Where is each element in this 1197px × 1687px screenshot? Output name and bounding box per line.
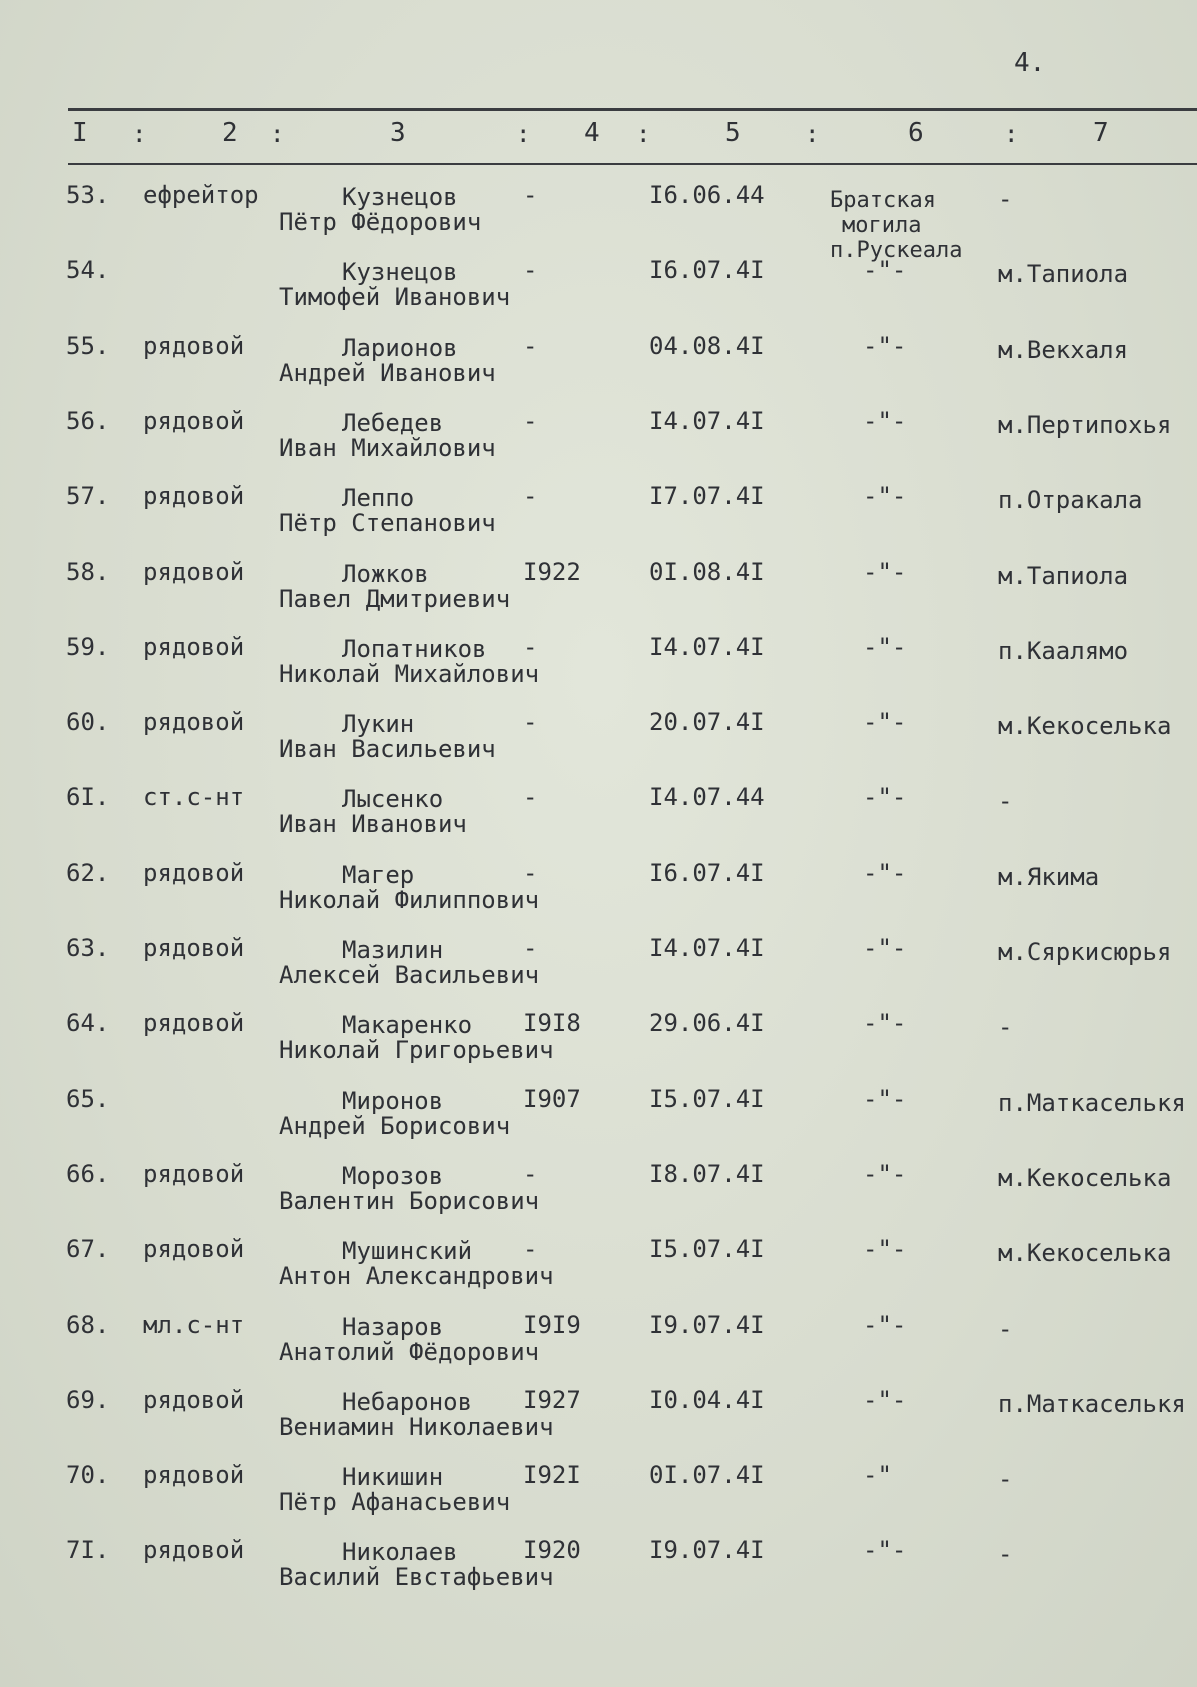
row-burial: -"- (863, 708, 907, 737)
row-num: 55. (66, 331, 110, 360)
row-num: 53. (66, 181, 110, 209)
row-surname: Ларионов (342, 333, 458, 362)
row-year: - (523, 858, 538, 887)
row-rank: рядовой (143, 1385, 245, 1414)
row-date: I6.07.4I (649, 256, 765, 285)
row-place: - (998, 1465, 1013, 1494)
row-rank: рядовой (143, 1536, 245, 1565)
row-given: Иван Иванович (279, 810, 467, 839)
column-header-6: 6 (908, 118, 924, 148)
row-date: I0.04.4I (649, 1385, 765, 1414)
row-num: 68. (66, 1310, 110, 1339)
table-row (0, 1009, 1197, 1084)
row-surname: Кузнецов (342, 183, 458, 211)
row-given: Вениамин Николаевич (279, 1412, 554, 1441)
row-year: - (523, 482, 538, 511)
row-surname: Небаронов (342, 1387, 473, 1416)
row-place: м.Тапиола (998, 260, 1129, 289)
row-burial: -"- (863, 406, 907, 435)
row-num: 69. (66, 1385, 110, 1414)
table-row (0, 1536, 1197, 1611)
row-rank: рядовой (143, 1461, 245, 1490)
page-number: 4. (1014, 48, 1046, 78)
row-date: I4.07.44 (649, 783, 765, 812)
row-surname: Магер (342, 860, 415, 889)
row-rank: рядовой (143, 1009, 245, 1038)
row-year: - (523, 934, 538, 962)
table-row (0, 633, 1197, 708)
row-place: м.Якима (998, 862, 1100, 891)
row-year: I922 (523, 557, 581, 586)
row-date: I7.07.4I (649, 482, 765, 511)
row-rank: рядовой (143, 934, 245, 962)
row-burial: -"- (863, 934, 907, 962)
row-burial: -"- (863, 1310, 907, 1339)
row-num: 57. (66, 482, 110, 511)
row-place: м.Кекоселька (998, 1163, 1172, 1192)
row-place: - (998, 185, 1013, 213)
row-rank: рядовой (143, 482, 245, 511)
row-burial: -"- (863, 1084, 907, 1113)
header-bottom-rule (68, 163, 1197, 165)
row-given: Пётр Афанасьевич (279, 1488, 511, 1517)
row-burial: -"- (863, 1159, 907, 1188)
row-burial: -"- (863, 331, 907, 360)
row-place: - (998, 787, 1013, 816)
row-rank: ефрейтор (143, 181, 259, 209)
row-place: м.Кекоселька (998, 712, 1172, 741)
row-date: I6.07.4I (649, 858, 765, 887)
row-date: 0I.08.4I (649, 557, 765, 586)
row-date: I4.07.4I (649, 632, 765, 661)
burial-line: п.Рускеала (830, 238, 963, 263)
row-surname: Лопатников (342, 634, 487, 663)
row-burial: -"- (863, 557, 907, 586)
row-given: Николай Филиппович (279, 885, 540, 914)
table-row (0, 332, 1197, 407)
row-year: - (523, 1159, 538, 1188)
row-date: 04.08.4I (649, 331, 765, 360)
header-top-rule (68, 108, 1197, 111)
row-year: I907 (523, 1084, 581, 1113)
table-row (0, 558, 1197, 633)
row-place: - (998, 1540, 1013, 1569)
row-num: 65. (66, 1084, 110, 1113)
row-surname: Морозов (342, 1161, 444, 1190)
row-num: 70. (66, 1461, 110, 1490)
row-rank: рядовой (143, 1235, 245, 1264)
row-surname: Назаров (342, 1312, 444, 1341)
row-num: 62. (66, 858, 110, 887)
row-num: 58. (66, 557, 110, 586)
row-num: 7I. (66, 1536, 110, 1565)
row-rank: рядовой (143, 331, 245, 360)
row-burial: -"- (863, 1385, 907, 1414)
row-surname: Никишин (342, 1463, 444, 1492)
table-row (0, 1235, 1197, 1310)
row-date: 0I.07.4I (649, 1461, 765, 1490)
table-row (0, 934, 1197, 1009)
row-surname: Кузнецов (342, 258, 458, 287)
table-row (0, 256, 1197, 331)
row-burial: -"- (863, 632, 907, 661)
row-num: 59. (66, 632, 110, 661)
row-date: 29.06.4I (649, 1009, 765, 1038)
row-given: Иван Васильевич (279, 735, 496, 764)
row-given: Николай Михайлович (279, 659, 540, 688)
column-separator: : (1004, 120, 1019, 148)
row-num: 67. (66, 1235, 110, 1264)
row-surname: Ложков (342, 559, 429, 588)
row-given: Николай Григорьевич (279, 1036, 554, 1065)
table-row (0, 1085, 1197, 1160)
table-row (0, 1386, 1197, 1461)
burial-line: могила (842, 213, 922, 238)
row-date: I4.07.4I (649, 406, 765, 435)
column-separator: : (636, 120, 651, 148)
row-date: 20.07.4I (649, 708, 765, 737)
row-place: м.Векхаля (998, 335, 1129, 364)
row-rank: рядовой (143, 632, 245, 661)
row-num: 64. (66, 1009, 110, 1038)
row-place: - (998, 1013, 1013, 1042)
row-given: Андрей Иванович (279, 358, 496, 387)
row-year: - (523, 331, 538, 360)
row-burial: -"- (863, 1235, 907, 1264)
row-year: - (523, 181, 538, 209)
row-burial: -"- (863, 1536, 907, 1565)
row-surname: Лебедев (342, 408, 444, 437)
row-surname: Мушинский (342, 1237, 473, 1266)
row-rank: рядовой (143, 406, 245, 435)
row-given: Иван Михайлович (279, 433, 496, 462)
row-num: 63. (66, 934, 110, 962)
row-num: 66. (66, 1159, 110, 1188)
row-year: - (523, 406, 538, 435)
row-year: - (523, 708, 538, 737)
row-num: 6I. (66, 783, 110, 812)
row-surname: Лукин (342, 710, 415, 739)
table-row (0, 1311, 1197, 1386)
table-row (0, 407, 1197, 482)
row-date: I5.07.4I (649, 1084, 765, 1113)
column-separator: : (270, 120, 285, 148)
row-burial: -"- (863, 482, 907, 511)
row-rank: рядовой (143, 557, 245, 586)
table-row (0, 482, 1197, 557)
row-surname: Леппо (342, 484, 415, 513)
column-header-3: 3 (390, 118, 406, 148)
row-given: Андрей Борисович (279, 1111, 511, 1140)
row-rank: ст.с-нт (143, 783, 245, 812)
row-rank: рядовой (143, 708, 245, 737)
row-year: - (523, 1235, 538, 1264)
row-burial: -"- (863, 256, 907, 285)
burial-line: Братская (830, 188, 936, 213)
row-place: м.Сяркисюрья (998, 938, 1172, 966)
row-date: I5.07.4I (649, 1235, 765, 1264)
row-given: Валентин Борисович (279, 1186, 540, 1215)
row-surname: Лысенко (342, 785, 444, 814)
row-place: п.Маткаселькя (998, 1088, 1186, 1117)
row-given: Тимофей Иванович (279, 283, 511, 312)
row-year: - (523, 632, 538, 661)
row-surname: Николаев (342, 1538, 458, 1567)
row-rank: мл.с-нт (143, 1310, 245, 1339)
row-date: I8.07.4I (649, 1159, 765, 1188)
row-place: м.Пертипохья (998, 410, 1172, 439)
column-separator: : (805, 120, 820, 148)
row-num: 56. (66, 406, 110, 435)
table-row (0, 1160, 1197, 1235)
row-given: Антон Александрович (279, 1262, 554, 1291)
row-surname: Миронов (342, 1086, 444, 1115)
column-header-5: 5 (725, 118, 741, 148)
row-date: I4.07.4I (649, 934, 765, 962)
row-burial: -"- (863, 783, 907, 812)
row-year: I92I (523, 1461, 581, 1490)
row-given: Пётр Фёдорович (279, 208, 482, 236)
column-separator: : (516, 120, 531, 148)
row-num: 54. (66, 256, 110, 285)
row-surname: Макаренко (342, 1011, 473, 1040)
row-num: 60. (66, 708, 110, 737)
row-place: п.Отракала (998, 486, 1143, 515)
row-burial: -" (863, 1461, 892, 1490)
column-header-1: I (72, 118, 88, 148)
row-year: I927 (523, 1385, 581, 1414)
row-surname: Мазилин (342, 936, 444, 964)
table-row (0, 783, 1197, 858)
row-year: I9I8 (523, 1009, 581, 1038)
row-given: Василий Евстафьевич (279, 1563, 554, 1592)
row-place: м.Тапиола (998, 561, 1129, 590)
row-place: - (998, 1314, 1013, 1343)
row-year: - (523, 256, 538, 285)
row-given: Пётр Степанович (279, 509, 496, 538)
row-place: п.Маткаселькя (998, 1389, 1186, 1418)
column-separator: : (132, 120, 147, 148)
row-given: Анатолий Фёдорович (279, 1337, 540, 1366)
row-rank: рядовой (143, 1159, 245, 1188)
table-row (0, 708, 1197, 783)
row-year: - (523, 783, 538, 812)
table-row (0, 859, 1197, 934)
column-header-4: 4 (584, 118, 600, 148)
row-date: I9.07.4I (649, 1536, 765, 1565)
row-given: Павел Дмитриевич (279, 584, 511, 613)
row-place: м.Кекоселька (998, 1239, 1172, 1268)
row-date: I9.07.4I (649, 1310, 765, 1339)
row-given: Алексей Васильевич (279, 961, 540, 989)
column-header-2: 2 (222, 118, 238, 148)
column-header-7: 7 (1093, 118, 1109, 148)
row-year: I920 (523, 1536, 581, 1565)
row-year: I9I9 (523, 1310, 581, 1339)
row-date: I6.06.44 (649, 181, 765, 209)
row-burial: -"- (863, 858, 907, 887)
table-row (0, 1461, 1197, 1536)
row-burial: -"- (863, 1009, 907, 1038)
row-rank: рядовой (143, 858, 245, 887)
row-place: п.Каалямо (998, 636, 1129, 665)
table-row (0, 181, 1197, 256)
